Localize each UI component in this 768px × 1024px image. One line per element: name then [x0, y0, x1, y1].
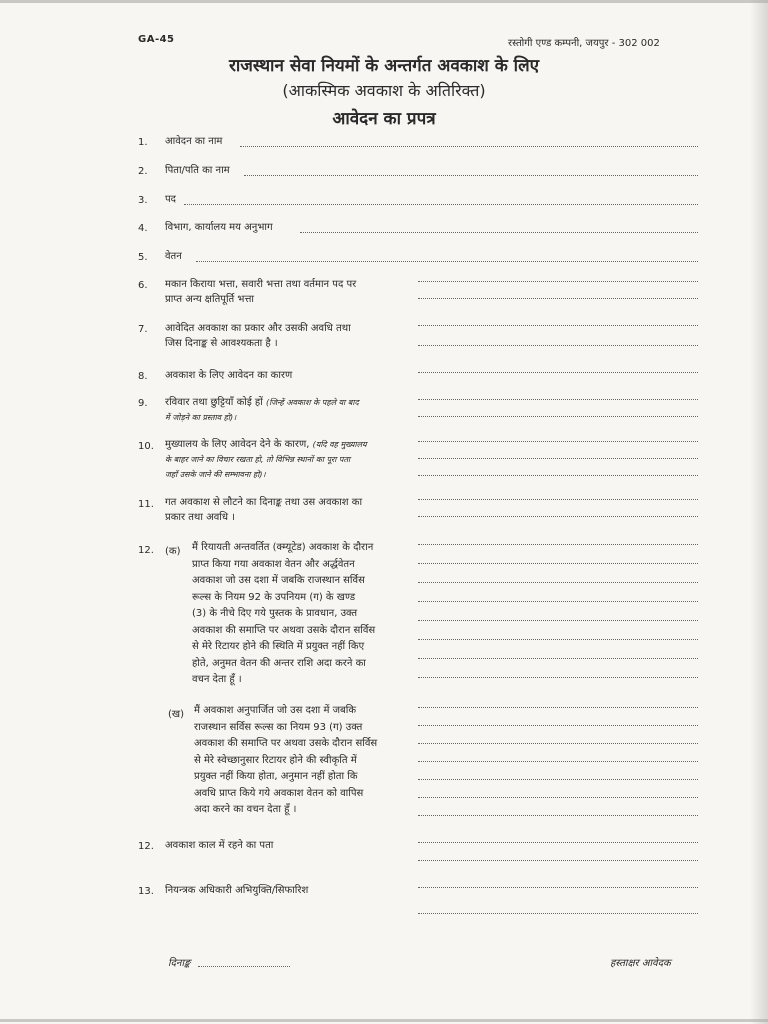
item-number: 11. [138, 499, 154, 510]
item-number: 8. [138, 371, 148, 382]
label-line: प्रकार तथा अवधि । [165, 512, 235, 523]
allowances-field-line[interactable] [418, 298, 698, 299]
undertaking-a-text [192, 540, 425, 689]
label-line [165, 437, 367, 452]
designation-field[interactable] [184, 204, 698, 205]
para-line: प्राप्त किया गया अवकाश वेतन और अर्द्धवेतन [192, 558, 355, 570]
undertaking-b-field-line[interactable] [418, 815, 698, 816]
undertaking-a-field-line[interactable] [418, 620, 698, 621]
para-line: वचन देता हूँ । [192, 674, 242, 685]
item-number: 5. [138, 252, 148, 263]
salary-field[interactable] [196, 261, 698, 262]
undertaking-a-field-line[interactable] [418, 601, 698, 602]
item-number: 6. [138, 280, 148, 291]
item-label-leave-reason: अवकाश के लिए आवेदन का कारण [165, 370, 293, 381]
form-main-title: राजस्थान सेवा नियमों के अन्तर्गत अवकाश के लिए [228, 56, 540, 76]
father-name-field[interactable] [244, 175, 698, 176]
item-number: 4. [138, 223, 148, 234]
label-note: के बाहर जाने का विचार रखता हो, तो विभिन्न स्थानों का पूरा पता [165, 455, 351, 464]
date-label: दिनाङ्क [168, 958, 191, 969]
label-line [165, 395, 359, 410]
undertaking-a-field-line[interactable] [418, 582, 698, 583]
label-note: में जोड़ने का प्रस्ताव हो)। [165, 413, 237, 422]
applicant-name-field[interactable] [240, 146, 698, 147]
para-line: अवधि प्राप्त किये गये अवकाश वेतन को वापिस [194, 787, 364, 799]
leave-address-field-line[interactable] [418, 860, 698, 861]
label-note: (जिन्हें अवकाश के पहले या बाद [266, 398, 359, 407]
para-line: राजस्थान सर्विस रूल्स का नियम 93 (ग) उक्त [194, 721, 363, 733]
item-label-holidays [165, 395, 359, 425]
publisher-line: रस्तोगी एण्ड कम्पनी, जयपुर - 302 002 [508, 38, 660, 49]
item-number: 1. [138, 137, 148, 148]
label-line: आवेदित अवकाश का प्रकार और उसकी अवधि तथा [165, 323, 351, 334]
undertaking-b-field-line[interactable] [418, 707, 698, 708]
item-number: 12. [138, 545, 154, 556]
item-label-applicant-name: आवेदन का नाम [165, 136, 223, 147]
page-bottom-edge [0, 1019, 768, 1022]
para-line: अदा करने का वचन देता हूँ । [194, 804, 297, 815]
undertaking-b-field-line[interactable] [418, 743, 698, 744]
undertaking-a-field-line[interactable] [418, 563, 698, 564]
label-note: जहाँ उसके जाने की सम्भावना हो)। [165, 470, 266, 479]
para-line: अवकाश की समाप्ति पर अथवा उसके दौरान सर्विस [194, 738, 378, 749]
item-label-hq-reasons [165, 437, 367, 482]
label-line: जिस दिनाङ्क से आवश्यकता है । [165, 338, 278, 349]
label-line: प्राप्त अन्य क्षतिपूर्ति भत्ता [165, 294, 254, 305]
department-field[interactable] [300, 232, 698, 233]
label-line [165, 410, 359, 425]
hq-reasons-field-line[interactable] [418, 458, 698, 459]
para-line: अवकाश की समाप्ति पर अथवा उसके दौरान सर्विस [192, 624, 376, 636]
undertaking-b-field-line[interactable] [418, 779, 698, 780]
hq-reasons-field-line[interactable] [418, 441, 698, 442]
item-number: 10. [138, 441, 154, 452]
item-label-designation: पद [165, 194, 176, 205]
label-text: रविवार तथा छुट्टियाँ कोई हों [165, 397, 263, 408]
para-line: (3) के नीचे दिए गये पुस्तक के प्रावधान, उक्त [192, 608, 358, 619]
holidays-field-line[interactable] [418, 416, 698, 417]
applicant-signature-label: हस्ताक्षर आवेदक [610, 958, 671, 969]
item-label-leave-address: अवकाश काल में रहने का पता [165, 840, 274, 851]
leave-reason-field[interactable] [418, 372, 698, 373]
item-label-controlling-officer: नियन्त्रक अधिकारी अभियुक्ति/सिफारिश [165, 885, 309, 896]
item-label-department: विभाग, कार्यालय मय अनुभाग [165, 222, 273, 233]
para-line: मैं रियायती अन्तवर्तित (क्म्यूटेड) अवकाश के दौरान [192, 542, 374, 553]
undertaking-b-field-line[interactable] [418, 797, 698, 798]
para-line: मैं अवकाश अनुपार्जित जो उस दशा में जबकि [194, 705, 357, 716]
item-number: 13. [138, 886, 154, 897]
item-label-last-leave [165, 495, 362, 525]
item-number: 9. [138, 398, 148, 409]
label-note: (यदि वह मुख्यालय [312, 440, 367, 449]
page-edge-shadow [750, 0, 768, 1024]
form-subtitle: (आकस्मिक अवकाश के अतिरिक्त) [282, 81, 486, 100]
para-line: से मेरे स्वेच्छानुसार रिटायर होने की स्वीकृति में [194, 754, 357, 766]
item-number: 7. [138, 324, 148, 335]
item-label-allowances [165, 277, 356, 307]
item-label-salary: वेतन [165, 251, 182, 262]
hq-reasons-field-line[interactable] [418, 475, 698, 476]
para-line: से मेरे रिटायर होने की स्थिति में प्रयुक्त नहीं किए [192, 641, 365, 652]
label-line: गत अवकाश से लौटने का दिनाङ्क तथा उस अवकाश का [165, 497, 363, 508]
label-text: मुख्यालय के लिए आवेदन देने के कारण, [165, 439, 310, 450]
para-line: होते, अनुमत वेतन की अन्तर राशि अदा करने का [192, 657, 366, 669]
undertaking-a-field-line[interactable] [418, 658, 698, 659]
label-line [165, 452, 367, 467]
label-line: मकान किराया भत्ता, सवारी भत्ता तथा वर्तमान पद पर [165, 279, 357, 290]
sub-item-a-marker: (क) [165, 546, 181, 557]
last-leave-field-line[interactable] [418, 516, 698, 517]
undertaking-b-text [194, 703, 427, 819]
para-line: प्रयुक्त नहीं किया होता, अनुमान नहीं होता कि [194, 771, 358, 782]
para-line: अवकाश जो उस दशा में जबकि राजस्थान सर्विस [192, 575, 365, 586]
item-label-father-name: पिता/पति का नाम [165, 165, 230, 176]
undertaking-a-field-line[interactable] [418, 639, 698, 640]
controlling-officer-field-line[interactable] [418, 913, 698, 914]
controlling-officer-field-line[interactable] [418, 887, 698, 888]
page-top-edge [0, 0, 768, 3]
date-field[interactable] [198, 966, 290, 967]
label-line [165, 467, 367, 482]
leave-address-field-line[interactable] [418, 842, 698, 843]
last-leave-field-line[interactable] [418, 499, 698, 500]
leave-type-field-line[interactable] [418, 345, 698, 346]
item-number: 12. [138, 841, 154, 852]
undertaking-a-field-line[interactable] [418, 677, 698, 678]
form-code: GA-45 [138, 34, 175, 45]
allowances-field-line[interactable] [418, 281, 698, 282]
item-number: 2. [138, 166, 148, 177]
leave-type-field-line[interactable] [418, 325, 698, 326]
item-label-leave-type [165, 321, 351, 351]
undertaking-b-field-line[interactable] [418, 761, 698, 762]
undertaking-b-field-line[interactable] [418, 725, 698, 726]
item-number: 3. [138, 195, 148, 206]
undertaking-a-field-line[interactable] [418, 544, 698, 545]
holidays-field-line[interactable] [418, 399, 698, 400]
para-line: रूल्स के नियम 92 के उपनियम (ग) के खण्ड [192, 591, 356, 603]
sub-item-b-marker: (ख) [168, 709, 184, 720]
form-heading: आवेदन का प्रपत्र [332, 109, 436, 129]
